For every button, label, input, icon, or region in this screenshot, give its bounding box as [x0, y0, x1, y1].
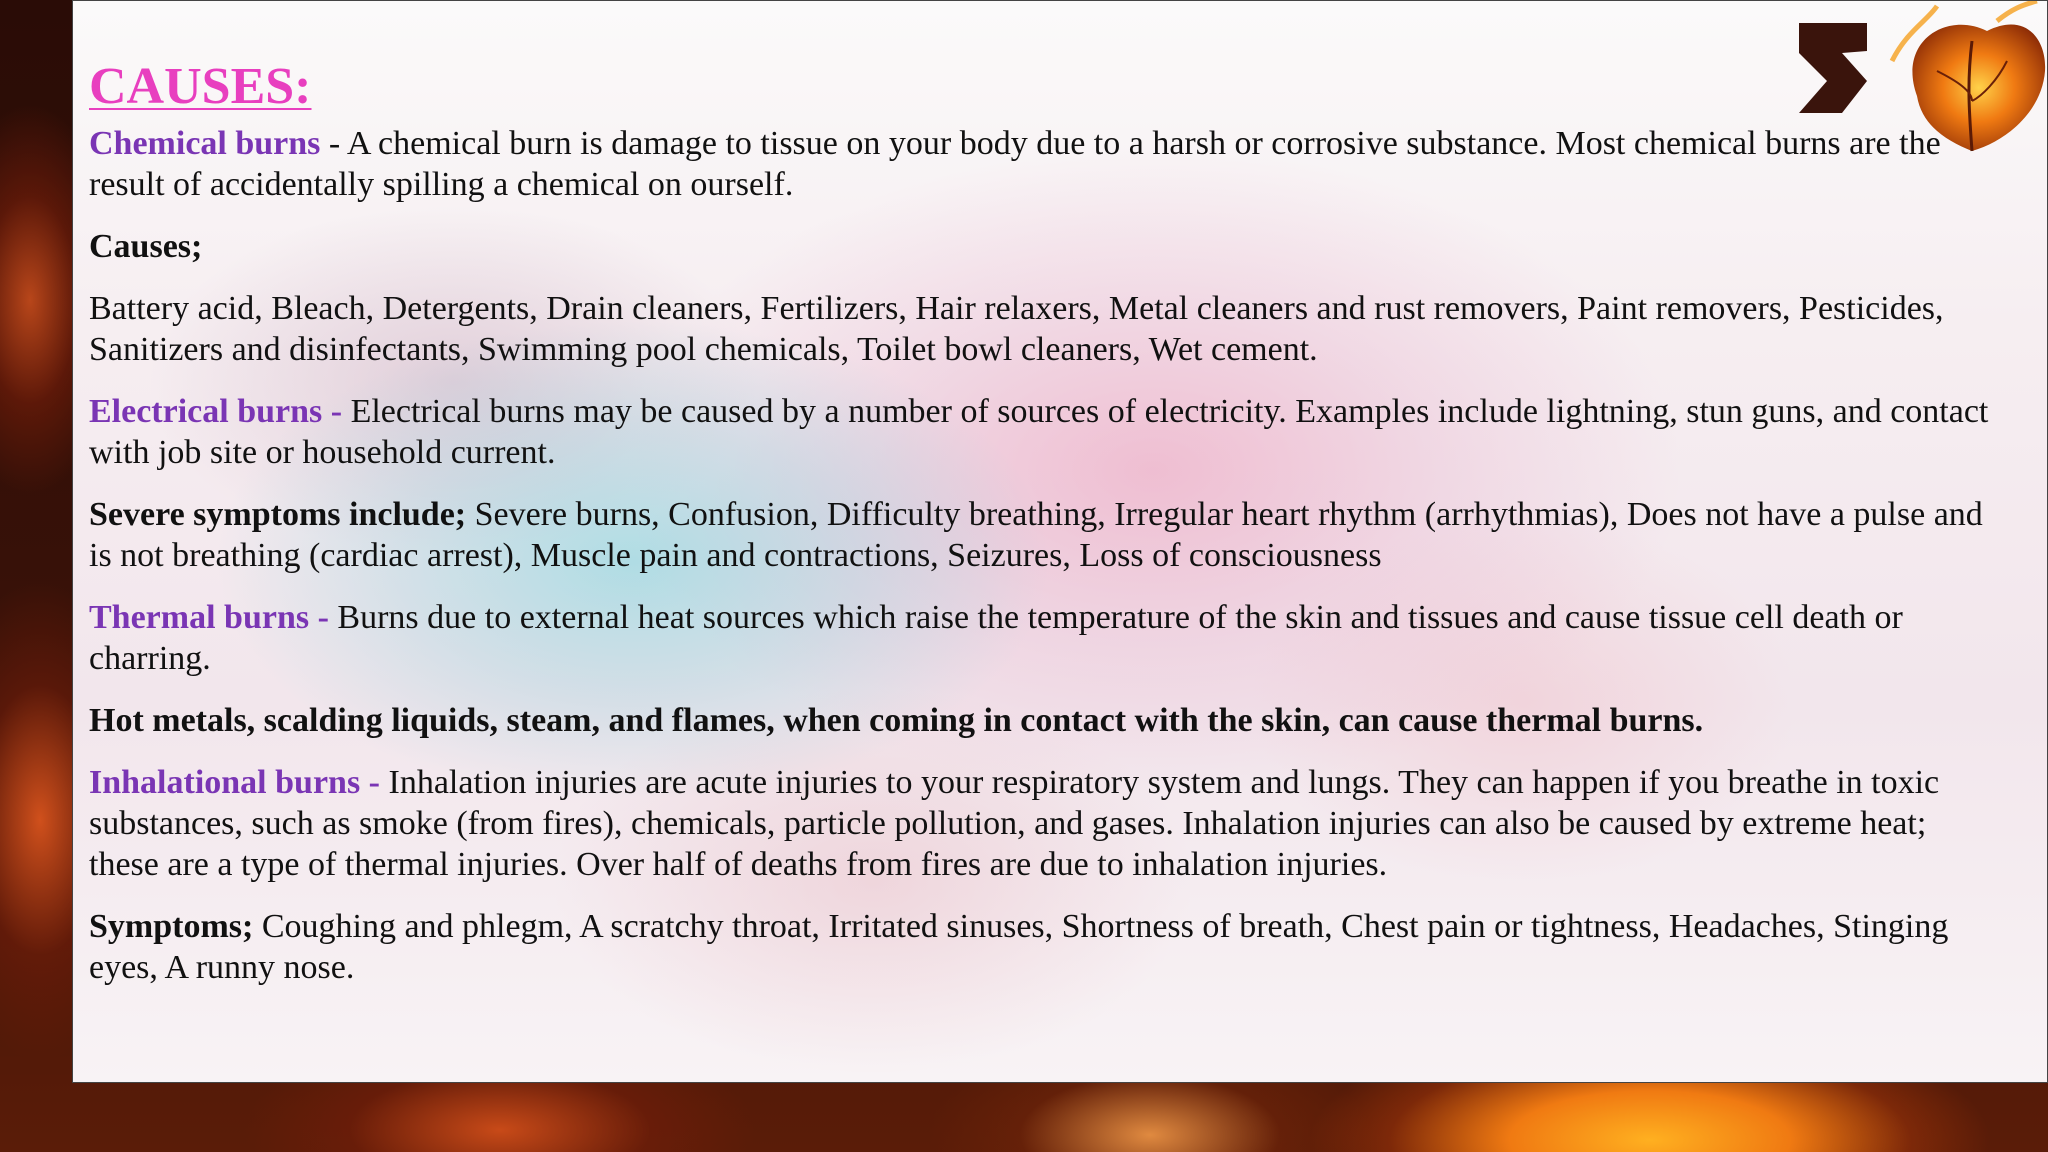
electrical-burns-paragraph: [89, 391, 1989, 473]
causes-section: [89, 57, 1989, 1009]
symptoms-paragraph: [89, 906, 1989, 988]
severe-symptoms-text: Severe burns, Confusion, Difficulty breathing, Irregular heart rhythm (arrhythmias), Does not have a pulse and is not breathing (cardiac arrest), Muscle pain and contractions, Seizures, Loss of consciousness: [89, 496, 1983, 574]
thermal-burns-term: Thermal burns -: [89, 599, 329, 636]
causes-label: Causes;: [89, 228, 203, 265]
symptoms-label: Symptoms;: [89, 908, 254, 945]
thermal-burns-paragraph: [89, 597, 1989, 679]
thermal-burns-text: Burns due to external heat sources which raise the temperature of the skin and tissues and cause tissue cell death or charring.: [89, 599, 1903, 677]
thermal-burns-note: Hot metals, scalding liquids, steam, and flames, when coming in contact with the skin, can cause thermal burns.: [89, 702, 1704, 739]
electrical-burns-text: Electrical burns may be caused by a number of sources of electricity. Examples include lightning, stun guns, and contact with job site or household current.: [89, 393, 1989, 471]
chemical-burns-text: A chemical burn is damage to tissue on your body due to a harsh or corrosive substance. Most chemical burns are the result of accidentally spilling a chemical on ourself.: [89, 125, 1941, 203]
inhalational-burns-paragraph: [89, 762, 1989, 885]
page-title: CAUSES:: [89, 58, 312, 115]
symptoms-text: Coughing and phlegm, A scratchy throat, Irritated sinuses, Shortness of breath, Chest pain or tightness, Headaches, Stinging eyes, A runny nose.: [89, 908, 1949, 986]
inhalational-burns-text: Inhalation injuries are acute injuries to your respiratory system and lungs. They can happen if you breathe in toxic substances, such as smoke (from fires), chemicals, particle pollution, and gases. Inhalation injuries can also be caused by extreme heat; these are a type of thermal injuries. Over half of deaths from fires are due to inhalation injuries.: [89, 764, 1940, 883]
inhalational-burns-term: Inhalational burns -: [89, 764, 380, 801]
causes-list: Battery acid, Bleach, Detergents, Drain cleaners, Fertilizers, Hair relaxers, Metal cleaners and rust removers, Paint removers, Pesticides, Sanitizers and disinfectants, Swimming pool chemicals, Toilet bowl cleaners, Wet cement.: [89, 290, 1944, 368]
content-panel: [72, 0, 2048, 1083]
severe-symptoms-label: Severe symptoms include;: [89, 496, 467, 533]
severe-symptoms-paragraph: [89, 494, 1989, 576]
electrical-burns-term: Electrical burns -: [89, 393, 343, 430]
chemical-burns-term: Chemical burns: [89, 125, 321, 162]
chemical-burns-paragraph: [89, 123, 1989, 205]
chemical-burns-separator: -: [320, 125, 347, 162]
